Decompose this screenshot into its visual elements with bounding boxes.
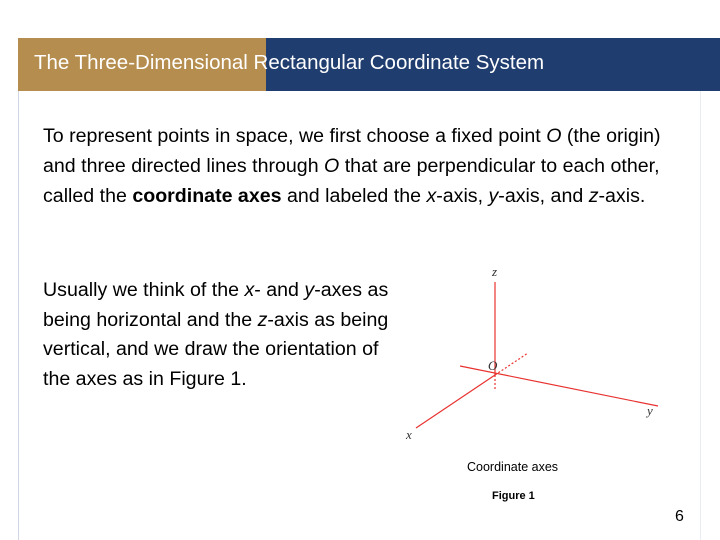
origin-label: O (488, 358, 498, 373)
x-axis-label: x (406, 427, 412, 442)
page-number: 6 (675, 508, 684, 525)
z-axis-label: z (492, 264, 498, 279)
right-edge-line (700, 91, 701, 540)
title-bar (18, 38, 720, 91)
left-edge-line (18, 91, 19, 540)
y-axis-label: y (647, 403, 653, 418)
coordinate-axes-term: coordinate axes (132, 185, 282, 207)
x-axis-negative-line (495, 353, 528, 375)
figure-caption: Coordinate axes (467, 460, 559, 474)
figure-number: Figure 1 (492, 490, 535, 502)
orientation-paragraph: Usually we think of the x- and y-axes as being horizontal and the z-axis as being vertical, and we draw the orientation of the axes as in Figure 1. (43, 279, 389, 390)
coordinate-axes-figure (388, 258, 680, 448)
axes-diagram (388, 258, 680, 448)
x-axis-line (416, 375, 495, 428)
slide-title: The Three-Dimensional Rectangular Coordinate System (34, 51, 545, 74)
intro-paragraph: To represent points in space, we first choose a fixed point O (the origin) and three directed lines through O that are perpendicular to each other, called the coordinate axes and labeled the x-axis, y-axis, and z-axis. (43, 125, 661, 207)
